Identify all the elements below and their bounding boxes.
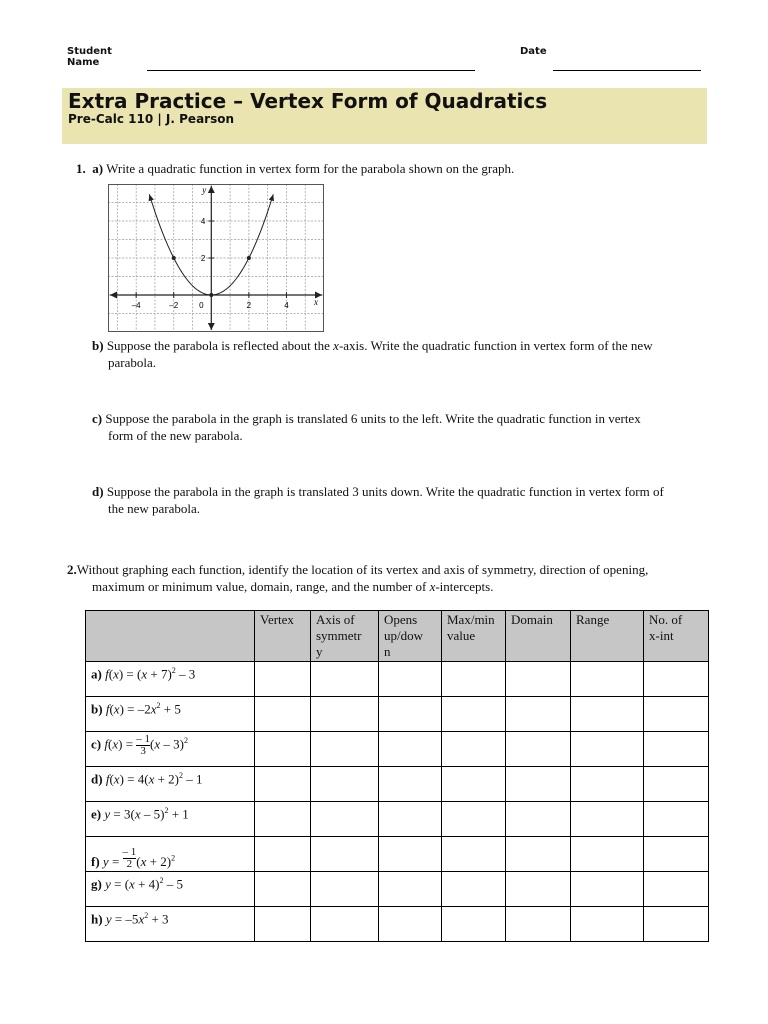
column-header-max-min: Max/min value (442, 611, 506, 662)
table-row (86, 872, 709, 907)
question-text: Without graphing each function, identify the location of its vertex and axis of symmetry, direction of opening, (76, 562, 649, 577)
answer-cell[interactable] (506, 767, 571, 802)
answer-cell[interactable] (644, 907, 709, 942)
data-point (209, 293, 213, 297)
question-number: 1. (76, 161, 86, 176)
y-tick-label: 2 (200, 254, 206, 263)
y-axis-arrow-down (208, 323, 215, 330)
y-tick-label: 4 (200, 217, 206, 226)
question-text: parabola. (108, 355, 157, 370)
answer-cell[interactable] (379, 872, 442, 907)
answer-cell[interactable] (255, 872, 311, 907)
y-axis-label: y (202, 185, 207, 195)
answer-cell[interactable] (506, 662, 571, 697)
student-name-label: Student Name (67, 46, 112, 68)
answer-cell[interactable] (255, 732, 311, 767)
table-row (86, 802, 709, 837)
answer-cell[interactable] (442, 697, 506, 732)
answer-cell[interactable] (379, 767, 442, 802)
column-header-x-intercepts: No. of x-int (644, 611, 709, 662)
answer-cell[interactable] (644, 732, 709, 767)
answer-cell[interactable] (311, 662, 379, 697)
page-title: Extra Practice – Vertex Form of Quadratics (68, 89, 548, 113)
answer-cell[interactable] (644, 767, 709, 802)
question-1a (76, 160, 514, 177)
answer-table (85, 610, 709, 942)
curve-arrow (269, 194, 274, 201)
answer-cell[interactable] (506, 732, 571, 767)
answer-cell[interactable] (255, 802, 311, 837)
function-cell: c) f(x) = $\frac{- 1}{3}$ (x – 3)$^2$ (86, 732, 255, 767)
table-row (86, 697, 709, 732)
student-name-field[interactable] (147, 70, 475, 71)
answer-cell[interactable] (442, 802, 506, 837)
part-label: b) (92, 338, 104, 353)
answer-cell[interactable] (571, 662, 644, 697)
table-row (86, 837, 709, 872)
question-text: form of the new parabola. (108, 428, 243, 443)
part-label: a) (92, 161, 104, 176)
question-1d (92, 483, 664, 517)
function-cell: b) $f(x) = -2x^2 + 5$ (86, 697, 255, 732)
function-cell: h) $y = -5x^2 + 3$ (86, 907, 255, 942)
variable-x: x (429, 579, 436, 594)
answer-cell[interactable] (442, 767, 506, 802)
table-header-row (86, 611, 709, 662)
question-1b (92, 337, 653, 371)
page-subtitle: Pre-Calc 110 | J. Pearson (68, 112, 235, 126)
answer-cell[interactable] (571, 732, 644, 767)
variable-x: x (333, 338, 339, 353)
question-text: the new parabola. (108, 501, 201, 516)
answer-cell[interactable] (644, 837, 709, 872)
x-axis-label: x (314, 297, 318, 307)
function-cell: g) $y = (x + 4)^2 - 5$ (86, 872, 255, 907)
parabola-graph (108, 184, 324, 332)
answer-cell[interactable] (506, 872, 571, 907)
answer-cell[interactable] (311, 697, 379, 732)
x-tick-label: –2 (169, 301, 179, 310)
title-banner (62, 88, 707, 144)
answer-cell[interactable] (644, 802, 709, 837)
answer-cell[interactable] (506, 907, 571, 942)
answer-cell[interactable] (571, 767, 644, 802)
column-header-opens: Opens up/dow n (379, 611, 442, 662)
date-field[interactable] (553, 70, 701, 71)
data-point (247, 256, 251, 260)
column-header-domain: Domain (506, 611, 571, 662)
data-point (172, 256, 176, 260)
answer-cell[interactable] (255, 907, 311, 942)
question-2 (67, 561, 648, 595)
column-header-vertex: Vertex (255, 611, 311, 662)
answer-cell[interactable] (442, 732, 506, 767)
question-text: -intercepts. (435, 579, 494, 594)
date-label: Date (520, 46, 547, 57)
answer-cell[interactable] (644, 697, 709, 732)
answer-cell[interactable] (379, 837, 442, 872)
answer-cell[interactable] (379, 662, 442, 697)
answer-cell[interactable] (442, 837, 506, 872)
question-text: Suppose the parabola in the graph is translated 6 units to the left. Write the quadratic function in vertex (105, 411, 641, 426)
function-cell: d) $f(x) = 4(x + 2)^2 - 1$ (86, 767, 255, 802)
answer-cell[interactable] (571, 837, 644, 872)
answer-cell[interactable] (379, 907, 442, 942)
answer-cell[interactable] (644, 872, 709, 907)
x-tick-label: 4 (284, 301, 289, 310)
question-number: 2. (67, 562, 77, 577)
question-text: Write a quadratic function in vertex form for the parabola shown on the graph. (106, 161, 515, 176)
column-header-axis-of-symmetry: Axis of symmetr y (311, 611, 379, 662)
answer-cell[interactable] (311, 732, 379, 767)
question-text: -axis. Write the quadratic function in vertex form of the new (338, 338, 653, 353)
answer-cell[interactable] (379, 697, 442, 732)
answer-cell[interactable] (571, 802, 644, 837)
table-row (86, 767, 709, 802)
answer-cell[interactable] (506, 697, 571, 732)
answer-cell[interactable] (644, 662, 709, 697)
x-tick-label: 0 (199, 301, 204, 310)
question-1c (92, 410, 641, 444)
answer-cell[interactable] (311, 767, 379, 802)
answer-cell[interactable] (255, 767, 311, 802)
curve-arrow (149, 194, 154, 201)
column-header (86, 611, 255, 662)
answer-cell[interactable] (571, 697, 644, 732)
function-cell: a) $f(x) = (x + 7)^2 - 3$ (86, 662, 255, 697)
answer-cell[interactable] (255, 837, 311, 872)
answer-cell[interactable] (442, 872, 506, 907)
answer-cell[interactable] (379, 732, 442, 767)
answer-cell[interactable] (506, 837, 571, 872)
question-text: maximum or minimum value, domain, range, and the number of (92, 579, 430, 594)
answer-cell[interactable] (571, 907, 644, 942)
x-tick-label: –4 (131, 301, 141, 310)
answer-cell[interactable] (311, 802, 379, 837)
x-tick-label: 2 (246, 301, 252, 310)
answer-cell[interactable] (571, 872, 644, 907)
y-axis-arrow-up (208, 186, 215, 193)
table-row (86, 732, 709, 767)
table-row (86, 907, 709, 942)
function-cell: f) y = $\frac{- 1}{2}$ $(x + 2)^2$ (86, 837, 255, 872)
answer-cell[interactable] (255, 662, 311, 697)
part-label: c) (92, 411, 103, 426)
table-row (86, 662, 709, 697)
answer-cell[interactable] (255, 697, 311, 732)
x-axis-arrow-left (110, 292, 117, 299)
column-header-range: Range (571, 611, 644, 662)
answer-cell[interactable] (311, 872, 379, 907)
answer-cell[interactable] (442, 907, 506, 942)
answer-cell[interactable] (379, 802, 442, 837)
answer-cell[interactable] (311, 907, 379, 942)
function-cell: e) y = 3(x – 5)$^2$ + 1 (86, 802, 255, 837)
answer-cell[interactable] (442, 662, 506, 697)
question-text: Suppose the parabola in the graph is translated 3 units down. Write the quadratic function in vertex form of (106, 484, 664, 499)
answer-cell[interactable] (311, 837, 379, 872)
answer-cell[interactable] (506, 802, 571, 837)
part-label: d) (92, 484, 104, 499)
question-text: Suppose the parabola is reflected about the (106, 338, 334, 353)
